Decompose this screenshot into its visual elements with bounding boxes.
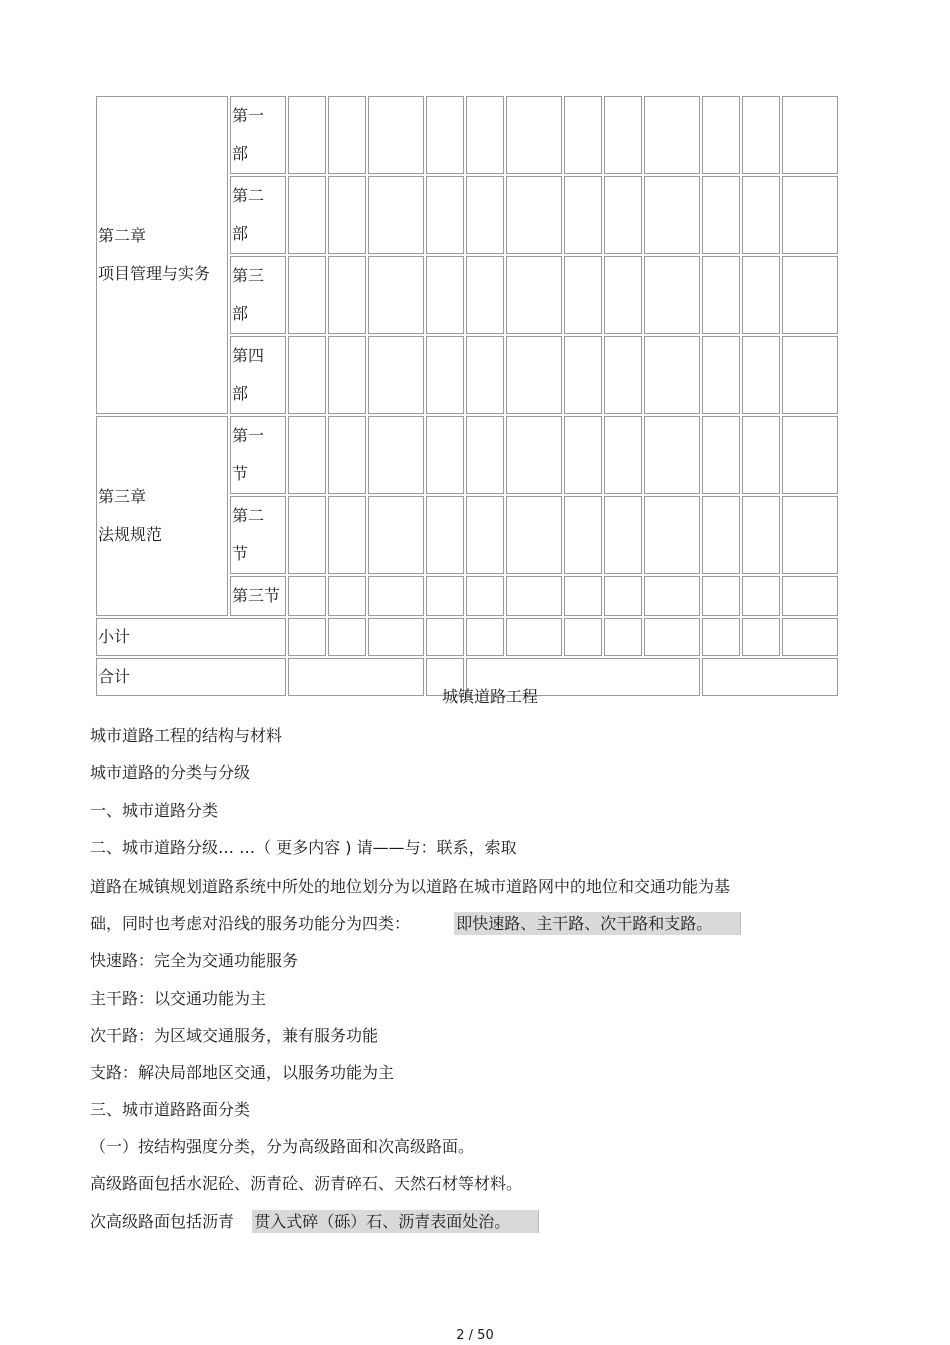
chapter3-cell — [96, 416, 228, 616]
text-segment: 次高级路面包括沥青 — [90, 1212, 235, 1231]
text-line: 高级路面包括水泥砼、沥青砼、沥青碎石、天然石材等材料。 — [90, 1174, 523, 1193]
text-line: 快速路：完全为交通功能服务 — [90, 951, 299, 970]
section-cell — [230, 336, 286, 414]
section-label: 第二部 — [232, 186, 265, 243]
text-line: （一）按结构强度分类，分为高级路面和次高级路面。 — [90, 1137, 475, 1156]
text-line: 城市道路工程的结构与材料 — [90, 726, 283, 745]
section-cell — [230, 576, 286, 616]
section-cell — [230, 416, 286, 494]
text-line: 城市道路的分类与分级 — [90, 763, 251, 782]
section-label: 第一节 — [232, 426, 265, 483]
text-line: 二、城市道路分级… …（ 更多内容 ) 请——与：联系，索取 — [90, 838, 517, 857]
section-label: 第三部 — [232, 266, 265, 323]
text-line: 道路在城镇规划道路系统中所处的地位划分为以道路在城市道路网中的地位和交通功能为基 — [90, 877, 731, 896]
text-line: 三、城市道路路面分类 — [90, 1100, 251, 1119]
text-line: 支路：解决局部地区交通，以服务功能为主 — [90, 1063, 395, 1082]
section-label: 第四部 — [232, 346, 265, 403]
section-cell — [230, 96, 286, 174]
section-label: 第二节 — [232, 506, 265, 563]
chapter3-subtitle: 法规规范 — [98, 525, 163, 544]
text-line: 一、城市道路分类 — [90, 801, 219, 820]
score-table — [94, 94, 840, 698]
section-label: 第三节 — [232, 586, 281, 605]
chapter2-title: 第二章 — [98, 226, 147, 245]
section-cell — [230, 256, 286, 334]
chapter2-cell — [96, 96, 228, 414]
section-label: 第一部 — [232, 106, 265, 163]
subtotal-label: 小计 — [96, 618, 286, 656]
text-line: 主干路：以交通功能为主 — [90, 989, 267, 1008]
text-segment: 础，同时也考虑对沿线的服务功能分为四类： — [90, 914, 411, 933]
section-cell — [230, 496, 286, 574]
text-line — [90, 1209, 539, 1232]
highlighted-text: 贯入式碎（砾）石、沥青表面处治。 — [252, 1210, 539, 1233]
total-label: 合计 — [96, 658, 286, 696]
chapter2-subtitle: 项目管理与实务 — [98, 264, 211, 283]
text-line — [90, 911, 741, 934]
section-cell — [230, 176, 286, 254]
section-heading: 城镇道路工程 — [441, 687, 538, 706]
text-line: 次干路：为区域交通服务，兼有服务功能 — [90, 1026, 379, 1045]
highlighted-text: 即快速路、主干路、次干路和支路。 — [454, 912, 741, 935]
page-number: 2 / 50 — [456, 1328, 494, 1343]
chapter3-title: 第三章 — [98, 487, 147, 506]
